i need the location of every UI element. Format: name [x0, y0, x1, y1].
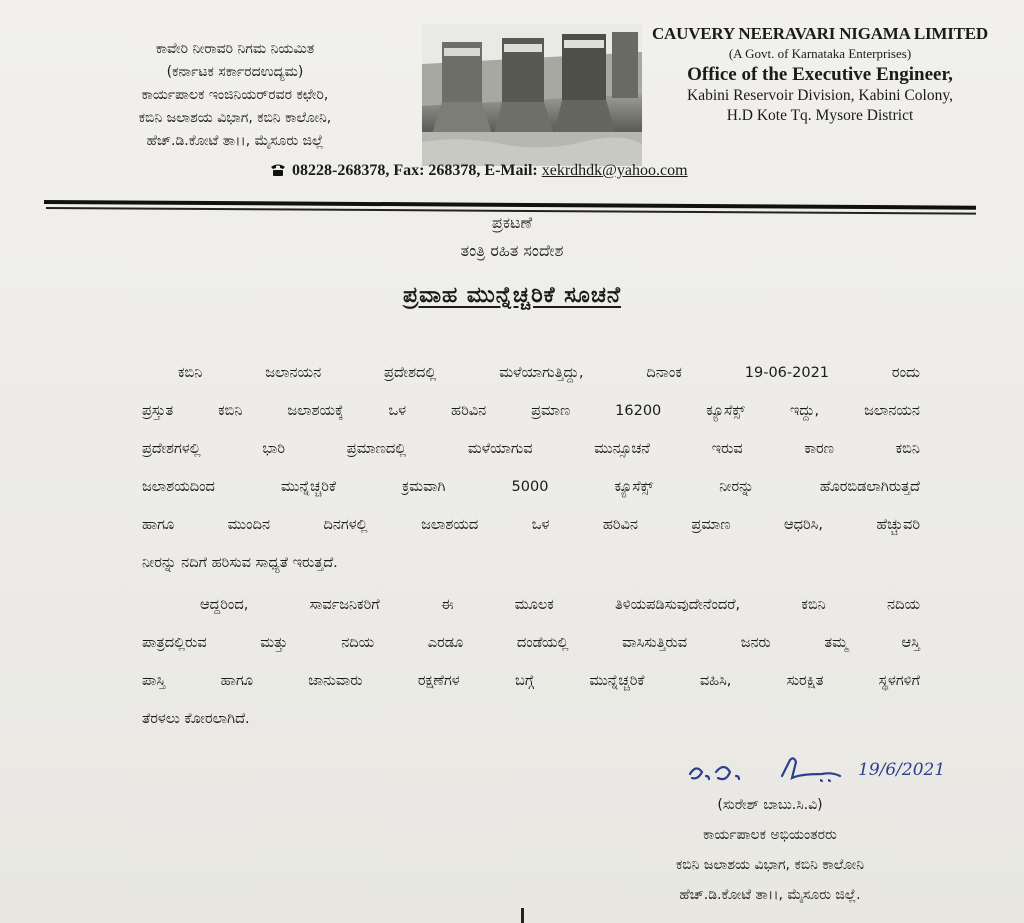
division-kannada: ಕಬಿನಿ ಜಲಾಶಯ ವಿಭಾಗ, ಕಬಿನಿ ಕಾಲೋನಿ,	[138, 110, 332, 126]
district-english: H.D Kote Tq. Mysore District	[726, 107, 914, 124]
org-name-english: CAUVERY NEERAVARI NIGAMA LIMITED	[651, 24, 989, 43]
notice-heading: ಪ್ರಕಟಣೆ	[491, 213, 533, 232]
signatory-division: ಕಬಿನಿ ಜಲಾಶಯ ವಿಭಾಗ, ಕಬಿನಿ ಕಾಲೋನಿ	[675, 857, 865, 873]
govt-english: (A Govt. of Karnataka Enterprises)	[728, 46, 912, 61]
paragraph-line: ಪ್ರದೇಶಗಳಲ್ಲಿ ಭಾರಿ ಪ್ರಮಾಣದಲ್ಲಿ ಮಳೆಯಾಗುವ ಮುನ್ಸೂಚನೆ ಇರುವ ಕಾರಣ ಕಬಿನಿ	[142, 441, 920, 457]
letterhead-kannada	[70, 38, 400, 153]
paragraph-line: ಕಬಿನಿ ಜಲಾನಯನ ಪ್ರದೇಶದಲ್ಲಿ ಮಳೆಯಾಗುತ್ತಿದ್ದು, ದಿನಾಂಕ 19-06-2021 ರಂದು	[178, 365, 920, 381]
office-english: Office of the Executive Engineer,	[687, 64, 953, 85]
paragraph-1	[142, 354, 920, 582]
signatory-designation: ಕಾರ್ಯಪಾಲಕ ಅಭಿಯಂತರರು	[703, 827, 837, 843]
letterhead-english	[650, 24, 990, 126]
signature-date: 19/6/2021	[858, 760, 946, 780]
signature-block	[560, 790, 980, 910]
phone-icon	[270, 163, 286, 177]
signatory-name: (ಸುರೇಶ್ ಬಾಬು.ಸಿ.ವಿ)	[717, 797, 823, 813]
paragraph-2	[142, 586, 920, 738]
dam-photo	[422, 24, 642, 166]
wireless-message-heading: ತಂತ್ರಿ ರಹಿತ ಸಂದೇಶ	[460, 241, 564, 260]
paragraph-line: ಆದ್ದರಿಂದ, ಸಾರ್ವಜನಿಕರಿಗೆ ಈ ಮೂಲಕ ತಿಳಿಯಪಡಿಸುವುದೇನೆಂದರೆ, ಕಬಿನಿ ನದಿಯ	[200, 597, 920, 613]
page-mark	[521, 908, 524, 923]
paragraph-line: ಹಾಗೂ ಮುಂದಿನ ದಿನಗಳಲ್ಲಿ ಜಲಾಶಯದ ಒಳ ಹರಿವಿನ ಪ್ರಮಾಣ ಆಧರಿಸಿ, ಹೆಚ್ಚುವರಿ	[142, 517, 920, 533]
division-english: Kabini Reservoir Division, Kabini Colony,	[687, 87, 953, 104]
org-name-kannada: ಕಾವೇರಿ ನೀರಾವರಿ ನಿಗಮ ನಿಯಮಿತ	[155, 41, 315, 57]
paragraph-line: ಪಾತ್ರದಲ್ಲಿರುವ ಮತ್ತು ನದಿಯ ಎರಡೂ ದಂಡೆಯಲ್ಲಿ ವಾಸಿಸುತ್ತಿರುವ ಜನರು ತಮ್ಮ ಆಸ್ತಿ	[142, 635, 920, 651]
govt-kannada: (ಕರ್ನಾಟಕ ಸರ್ಕಾರದಉದ್ಯಮ)	[166, 64, 304, 80]
office-kannada: ಕಾರ್ಯಪಾಲಕ ಇಂಜಿನಿಯರ್‌ರವರ ಕಛೇರಿ,	[141, 87, 329, 103]
flood-warning-title: ಪ್ರವಾಹ ಮುನ್ನೆಚ್ಚರಿಕೆ ಸೂಚನೆ	[403, 283, 621, 308]
paragraph-line: ತೆರಳಲು ಕೋರಲಾಗಿದೆ.	[142, 711, 250, 727]
district-kannada: ಹೆಚ್.ಡಿ.ಕೋಟೆ ತಾ।।, ಮೈಸೂರು ಜಿಲ್ಲೆ	[146, 133, 324, 149]
email-link[interactable]: xekrdhdk@yahoo.com	[541, 162, 688, 179]
contact-line	[270, 162, 688, 180]
paragraph-line: ಜಲಾಶಯದಿಂದ ಮುನ್ನೆಚ್ಚರಿಕೆ ಕ್ರಮವಾಗಿ 5000 ಕ್ಯೂಸೆಕ್ಸ್ ನೀರನ್ನು ಹೊರಬಿಡಲಾಗಿರುತ್ತದೆ	[142, 479, 920, 495]
paragraph-line: ನೀರನ್ನು ನದಿಗೆ ಹರಿಸುವ ಸಾಧ್ಯತೆ ಇರುತ್ತದೆ.	[142, 555, 338, 571]
paragraph-line: ಪಾಸ್ತಿ ಹಾಗೂ ಜಾನುವಾರು ರಕ್ಷಣೆಗಳ ಬಗ್ಗೆ ಮುನ್ನೆಚ್ಚರಿಕೆ ವಹಿಸಿ, ಸುರಕ್ಷಿತ ಸ್ಥಳಗಳಿಗೆ	[142, 673, 920, 689]
signatory-district: ಹೆಚ್.ಡಿ.ಕೋಟೆ ತಾ।।, ಮೈಸೂರು ಜಿಲ್ಲೆ.	[679, 887, 861, 903]
phone-fax: 08228-268378, Fax: 268378, E-Mail:	[292, 162, 542, 179]
paragraph-line: ಪ್ರಸ್ತುತ ಕಬಿನಿ ಜಲಾಶಯಕ್ಕೆ ಒಳ ಹರಿವಿನ ಪ್ರಮಾಣ 16200 ಕ್ಯೂಸೆಕ್ಸ್ ಇದ್ದು, ಜಲಾನಯನ	[142, 403, 920, 419]
